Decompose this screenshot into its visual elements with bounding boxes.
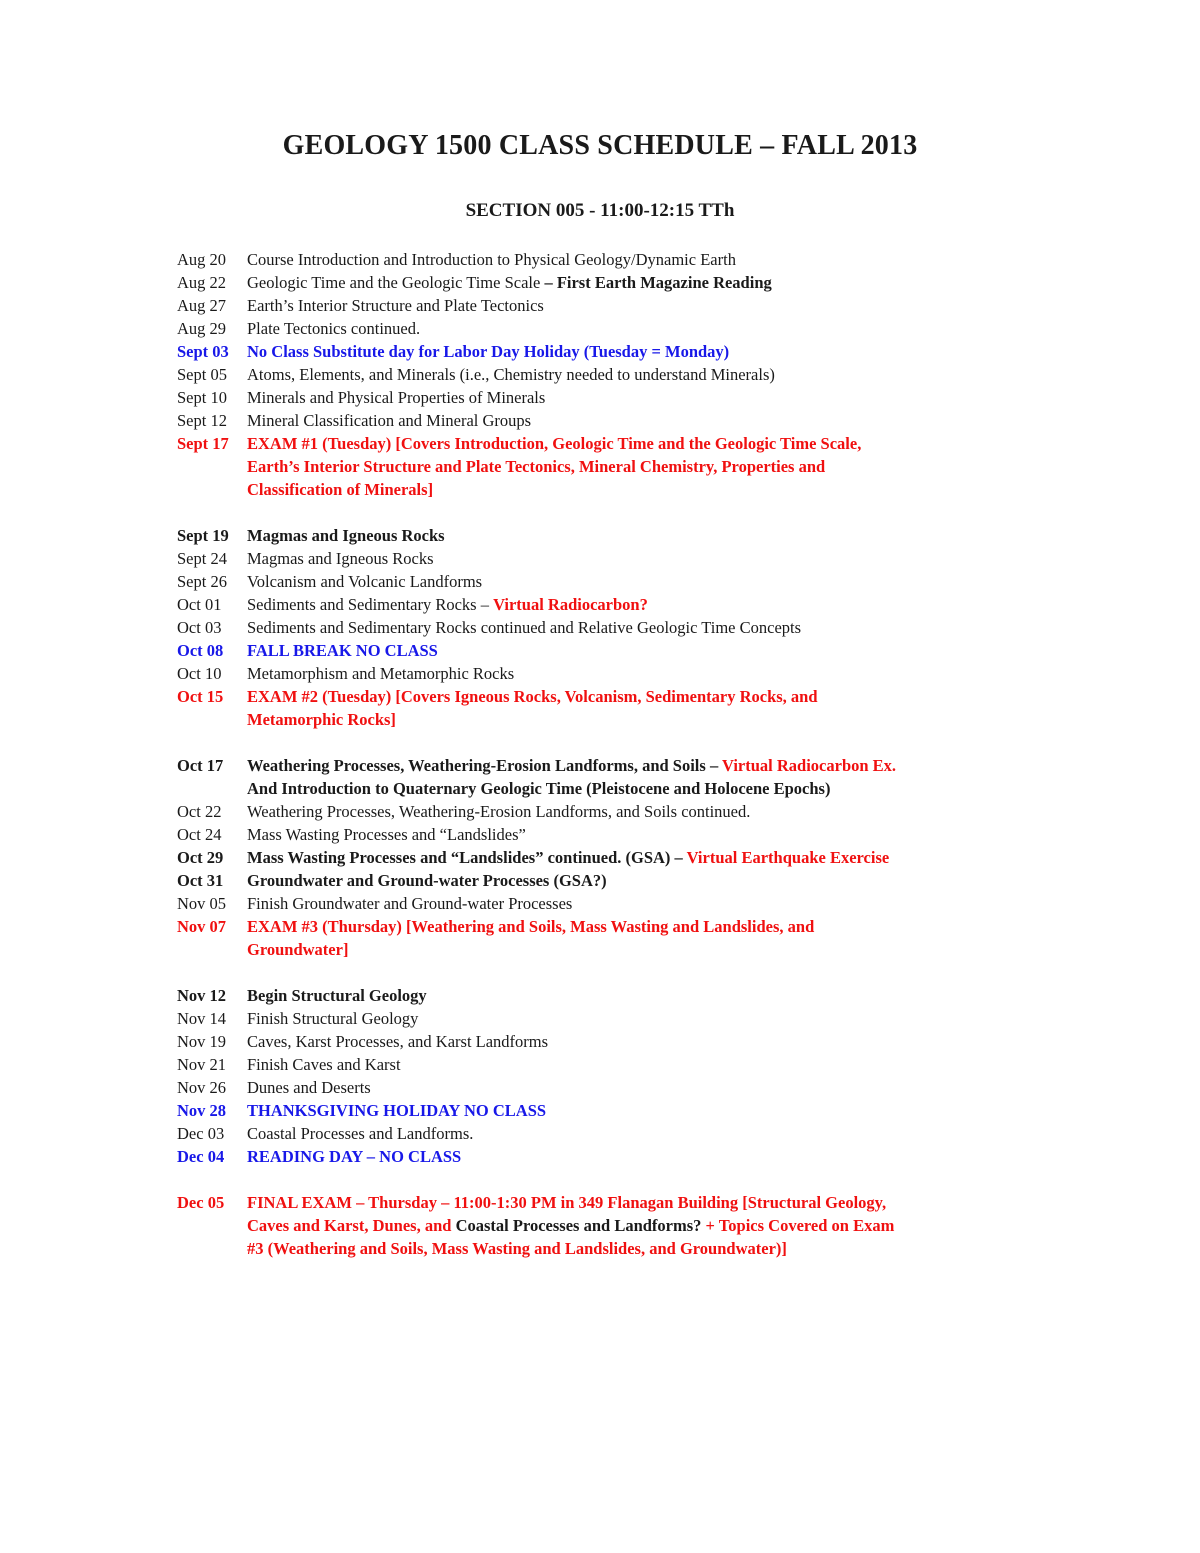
schedule-entry <box>177 432 1137 501</box>
entry-text: Finish Caves and Karst <box>247 1055 401 1074</box>
schedule-entry <box>177 317 1137 340</box>
entry-date: Sept 03 <box>177 342 229 361</box>
section-spacer <box>177 731 1137 754</box>
schedule-entry <box>177 662 1137 685</box>
schedule-entry <box>177 800 1137 823</box>
entry-date: Oct 22 <box>177 802 222 821</box>
entry-description-line <box>177 294 1137 317</box>
schedule-entry <box>177 1030 1137 1053</box>
entry-description-line <box>177 662 1137 685</box>
entry-date: Nov 07 <box>177 917 227 936</box>
entry-text: Minerals and Physical Properties of Minerals <box>247 388 546 407</box>
entry-description-line <box>177 593 1137 616</box>
section-spacer <box>177 961 1137 984</box>
entry-description-line <box>177 1099 1137 1122</box>
entry-date: Dec 04 <box>177 1147 225 1166</box>
schedule-entry <box>177 639 1137 662</box>
entry-description-line <box>177 524 1137 547</box>
entry-date: Sept 19 <box>177 526 229 545</box>
entry-text: Metamorphic Rocks] <box>247 710 396 729</box>
entry-text: Atoms, Elements, and Minerals (i.e., Chemistry needed to understand Minerals) <box>247 365 775 384</box>
entry-text: Mass Wasting Processes and “Landslides” <box>247 825 526 844</box>
entry-date: Sept 12 <box>177 411 227 430</box>
entry-text: EXAM #3 (Thursday) [Weathering and Soils, Mass Wasting and Landslides, and <box>247 917 815 936</box>
entry-text: Begin Structural Geology <box>247 986 427 1005</box>
entry-text: Mass Wasting Processes and “Landslides” continued. (GSA) – <box>247 848 687 867</box>
schedule-entry <box>177 846 1137 869</box>
schedule-entry <box>177 409 1137 432</box>
schedule-entry <box>177 915 1137 961</box>
schedule-entry <box>177 869 1137 892</box>
entry-date: Sept 26 <box>177 572 227 591</box>
schedule-list <box>177 248 1137 1260</box>
entry-date: Nov 21 <box>177 1055 227 1074</box>
entry-date: Oct 15 <box>177 687 224 706</box>
entry-description-line <box>177 869 1137 892</box>
entry-date: Nov 19 <box>177 1032 227 1051</box>
entry-description-line <box>177 248 1137 271</box>
entry-description-line <box>177 639 1137 662</box>
schedule-entry <box>177 1145 1137 1168</box>
entry-text: Earth’s Interior Structure and Plate Tectonics, Mineral Chemistry, Properties and <box>247 457 826 476</box>
entry-date: Sept 17 <box>177 434 229 453</box>
entry-date: Aug 29 <box>177 319 227 338</box>
entry-description-line <box>177 547 1137 570</box>
entry-text: And Introduction to Quaternary Geologic Time (Pleistocene and Holocene Epochs) <box>247 779 831 798</box>
schedule-entry <box>177 823 1137 846</box>
schedule-entry <box>177 1122 1137 1145</box>
schedule-entry <box>177 524 1137 547</box>
entry-date: Nov 05 <box>177 894 227 913</box>
entry-description-line <box>177 685 1137 708</box>
entry-date: Oct 10 <box>177 664 222 683</box>
entry-text: No Class Substitute day for Labor Day Holiday (Tuesday = Monday) <box>247 342 730 361</box>
entry-description-line <box>177 570 1137 593</box>
entry-description-line <box>177 340 1137 363</box>
entry-text: Weathering Processes, Weathering-Erosion Landforms, and Soils continued. <box>247 802 751 821</box>
schedule-entry <box>177 1007 1137 1030</box>
schedule-entry <box>177 593 1137 616</box>
entry-text: READING DAY – NO CLASS <box>247 1147 462 1166</box>
entry-text: #3 (Weathering and Soils, Mass Wasting and Landslides, and Groundwater)] <box>247 1239 787 1258</box>
schedule-entry <box>177 984 1137 1007</box>
section-subtitle: SECTION 005 - 11:00-12:15 TTh <box>465 200 735 221</box>
entry-description-line <box>177 455 1137 478</box>
entry-text: Plate Tectonics continued. <box>247 319 421 338</box>
entry-date: Nov 14 <box>177 1009 227 1028</box>
entry-date: Oct 31 <box>177 871 224 890</box>
entry-description-line <box>177 800 1137 823</box>
entry-description-line <box>177 915 1137 938</box>
entry-description-line <box>177 1030 1137 1053</box>
entry-date: Oct 08 <box>177 641 224 660</box>
entry-text: Finish Groundwater and Ground-water Processes <box>247 894 573 913</box>
entry-text: Caves and Karst, Dunes, and <box>247 1216 456 1235</box>
entry-date: Oct 01 <box>177 595 222 614</box>
schedule-entry <box>177 685 1137 731</box>
entry-text: Mineral Classification and Mineral Groups <box>247 411 532 430</box>
entry-description-line <box>177 1076 1137 1099</box>
entry-text: Geologic Time and the Geologic Time Scale <box>247 273 545 292</box>
entry-description-line <box>177 317 1137 340</box>
entry-description-line <box>177 409 1137 432</box>
entry-date: Sept 10 <box>177 388 227 407</box>
entry-date: Aug 27 <box>177 296 227 315</box>
schedule-entry <box>177 340 1137 363</box>
entry-description-line <box>177 777 1137 800</box>
entry-description-line <box>177 271 1137 294</box>
schedule-entry <box>177 294 1137 317</box>
entry-text: Weathering Processes, Weathering-Erosion Landforms, and Soils – <box>247 756 723 775</box>
entry-date: Oct 24 <box>177 825 222 844</box>
entry-date: Aug 20 <box>177 250 227 269</box>
entry-text: Earth’s Interior Structure and Plate Tectonics <box>247 296 544 315</box>
entry-date: Dec 03 <box>177 1124 225 1143</box>
section-spacer <box>177 1168 1137 1191</box>
schedule-entry <box>177 363 1137 386</box>
schedule-entry <box>177 1191 1137 1260</box>
entry-description-line <box>177 1191 1137 1214</box>
entry-text: Coastal Processes and Landforms? <box>455 1216 702 1235</box>
schedule-entry <box>177 570 1137 593</box>
entry-date: Sept 05 <box>177 365 227 384</box>
entry-text: EXAM #1 (Tuesday) [Covers Introduction, Geologic Time and the Geologic Time Scale, <box>247 434 862 453</box>
entry-text: – First Earth Magazine Reading <box>544 273 772 292</box>
entry-text: Groundwater] <box>247 940 349 959</box>
schedule-entry <box>177 1053 1137 1076</box>
entry-text: Magmas and Igneous Rocks <box>247 549 434 568</box>
section-spacer <box>177 501 1137 524</box>
entry-date: Oct 29 <box>177 848 224 867</box>
entry-text: Classification of Minerals] <box>247 480 434 499</box>
schedule-entry <box>177 754 1137 800</box>
entry-date: Aug 22 <box>177 273 227 292</box>
entry-description-line <box>177 892 1137 915</box>
entry-description-line <box>177 938 1137 961</box>
schedule-entry <box>177 271 1137 294</box>
entry-description-line <box>177 363 1137 386</box>
entry-date: Nov 12 <box>177 986 227 1005</box>
entry-text: FALL BREAK NO CLASS <box>247 641 438 660</box>
entry-description-line <box>177 386 1137 409</box>
schedule-entry <box>177 1076 1137 1099</box>
schedule-entry <box>177 248 1137 271</box>
entry-description-line <box>177 1122 1137 1145</box>
entry-description-line <box>177 846 1137 869</box>
entry-date: Nov 28 <box>177 1101 227 1120</box>
entry-description-line <box>177 1237 1137 1260</box>
entry-description-line <box>177 1053 1137 1076</box>
entry-description-line <box>177 708 1137 731</box>
entry-text: Sediments and Sedimentary Rocks continued and Relative Geologic Time Concepts <box>247 618 802 637</box>
entry-text: Volcanism and Volcanic Landforms <box>247 572 483 591</box>
entry-date: Nov 26 <box>177 1078 227 1097</box>
entry-description-line <box>177 1214 1137 1237</box>
entry-description-line <box>177 478 1137 501</box>
entry-description-line <box>177 1145 1137 1168</box>
entry-text: Finish Structural Geology <box>247 1009 419 1028</box>
schedule-entry <box>177 386 1137 409</box>
entry-text: Virtual Radiocarbon Ex. <box>722 756 897 775</box>
entry-text: Sediments and Sedimentary Rocks – <box>247 595 494 614</box>
entry-text: EXAM #2 (Tuesday) [Covers Igneous Rocks, Volcanism, Sedimentary Rocks, and <box>247 687 818 706</box>
entry-date: Oct 03 <box>177 618 222 637</box>
schedule-entry <box>177 547 1137 570</box>
entry-text: FINAL EXAM – Thursday – 11:00-1:30 PM in 349 Flanagan Building [Structural Geology, <box>247 1193 887 1212</box>
entry-description-line <box>177 1007 1137 1030</box>
entry-description-line <box>177 616 1137 639</box>
entry-text: Caves, Karst Processes, and Karst Landforms <box>247 1032 549 1051</box>
entry-text: Coastal Processes and Landforms. <box>247 1124 474 1143</box>
entry-text: Virtual Radiocarbon? <box>493 595 648 614</box>
entry-text: THANKSGIVING HOLIDAY NO CLASS <box>247 1101 547 1120</box>
schedule-entry <box>177 892 1137 915</box>
entry-date: Dec 05 <box>177 1193 225 1212</box>
entry-text: Metamorphism and Metamorphic Rocks <box>247 664 515 683</box>
schedule-entry <box>177 616 1137 639</box>
entry-text: Virtual Earthquake Exercise <box>686 848 890 867</box>
entry-date: Sept 24 <box>177 549 227 568</box>
entry-text: Magmas and Igneous Rocks <box>247 526 445 545</box>
entry-text: Groundwater and Ground-water Processes (GSA?) <box>247 871 607 890</box>
schedule-entry <box>177 1099 1137 1122</box>
entry-text: Dunes and Deserts <box>247 1078 371 1097</box>
entry-description-line <box>177 984 1137 1007</box>
entry-text: Course Introduction and Introduction to Physical Geology/Dynamic Earth <box>247 250 736 269</box>
entry-date: Oct 17 <box>177 756 224 775</box>
page-title: GEOLOGY 1500 CLASS SCHEDULE – FALL 2013 <box>282 130 918 161</box>
entry-description-line <box>177 432 1137 455</box>
entry-description-line <box>177 823 1137 846</box>
entry-text: + Topics Covered on Exam <box>701 1216 895 1235</box>
entry-description-line <box>177 754 1137 777</box>
